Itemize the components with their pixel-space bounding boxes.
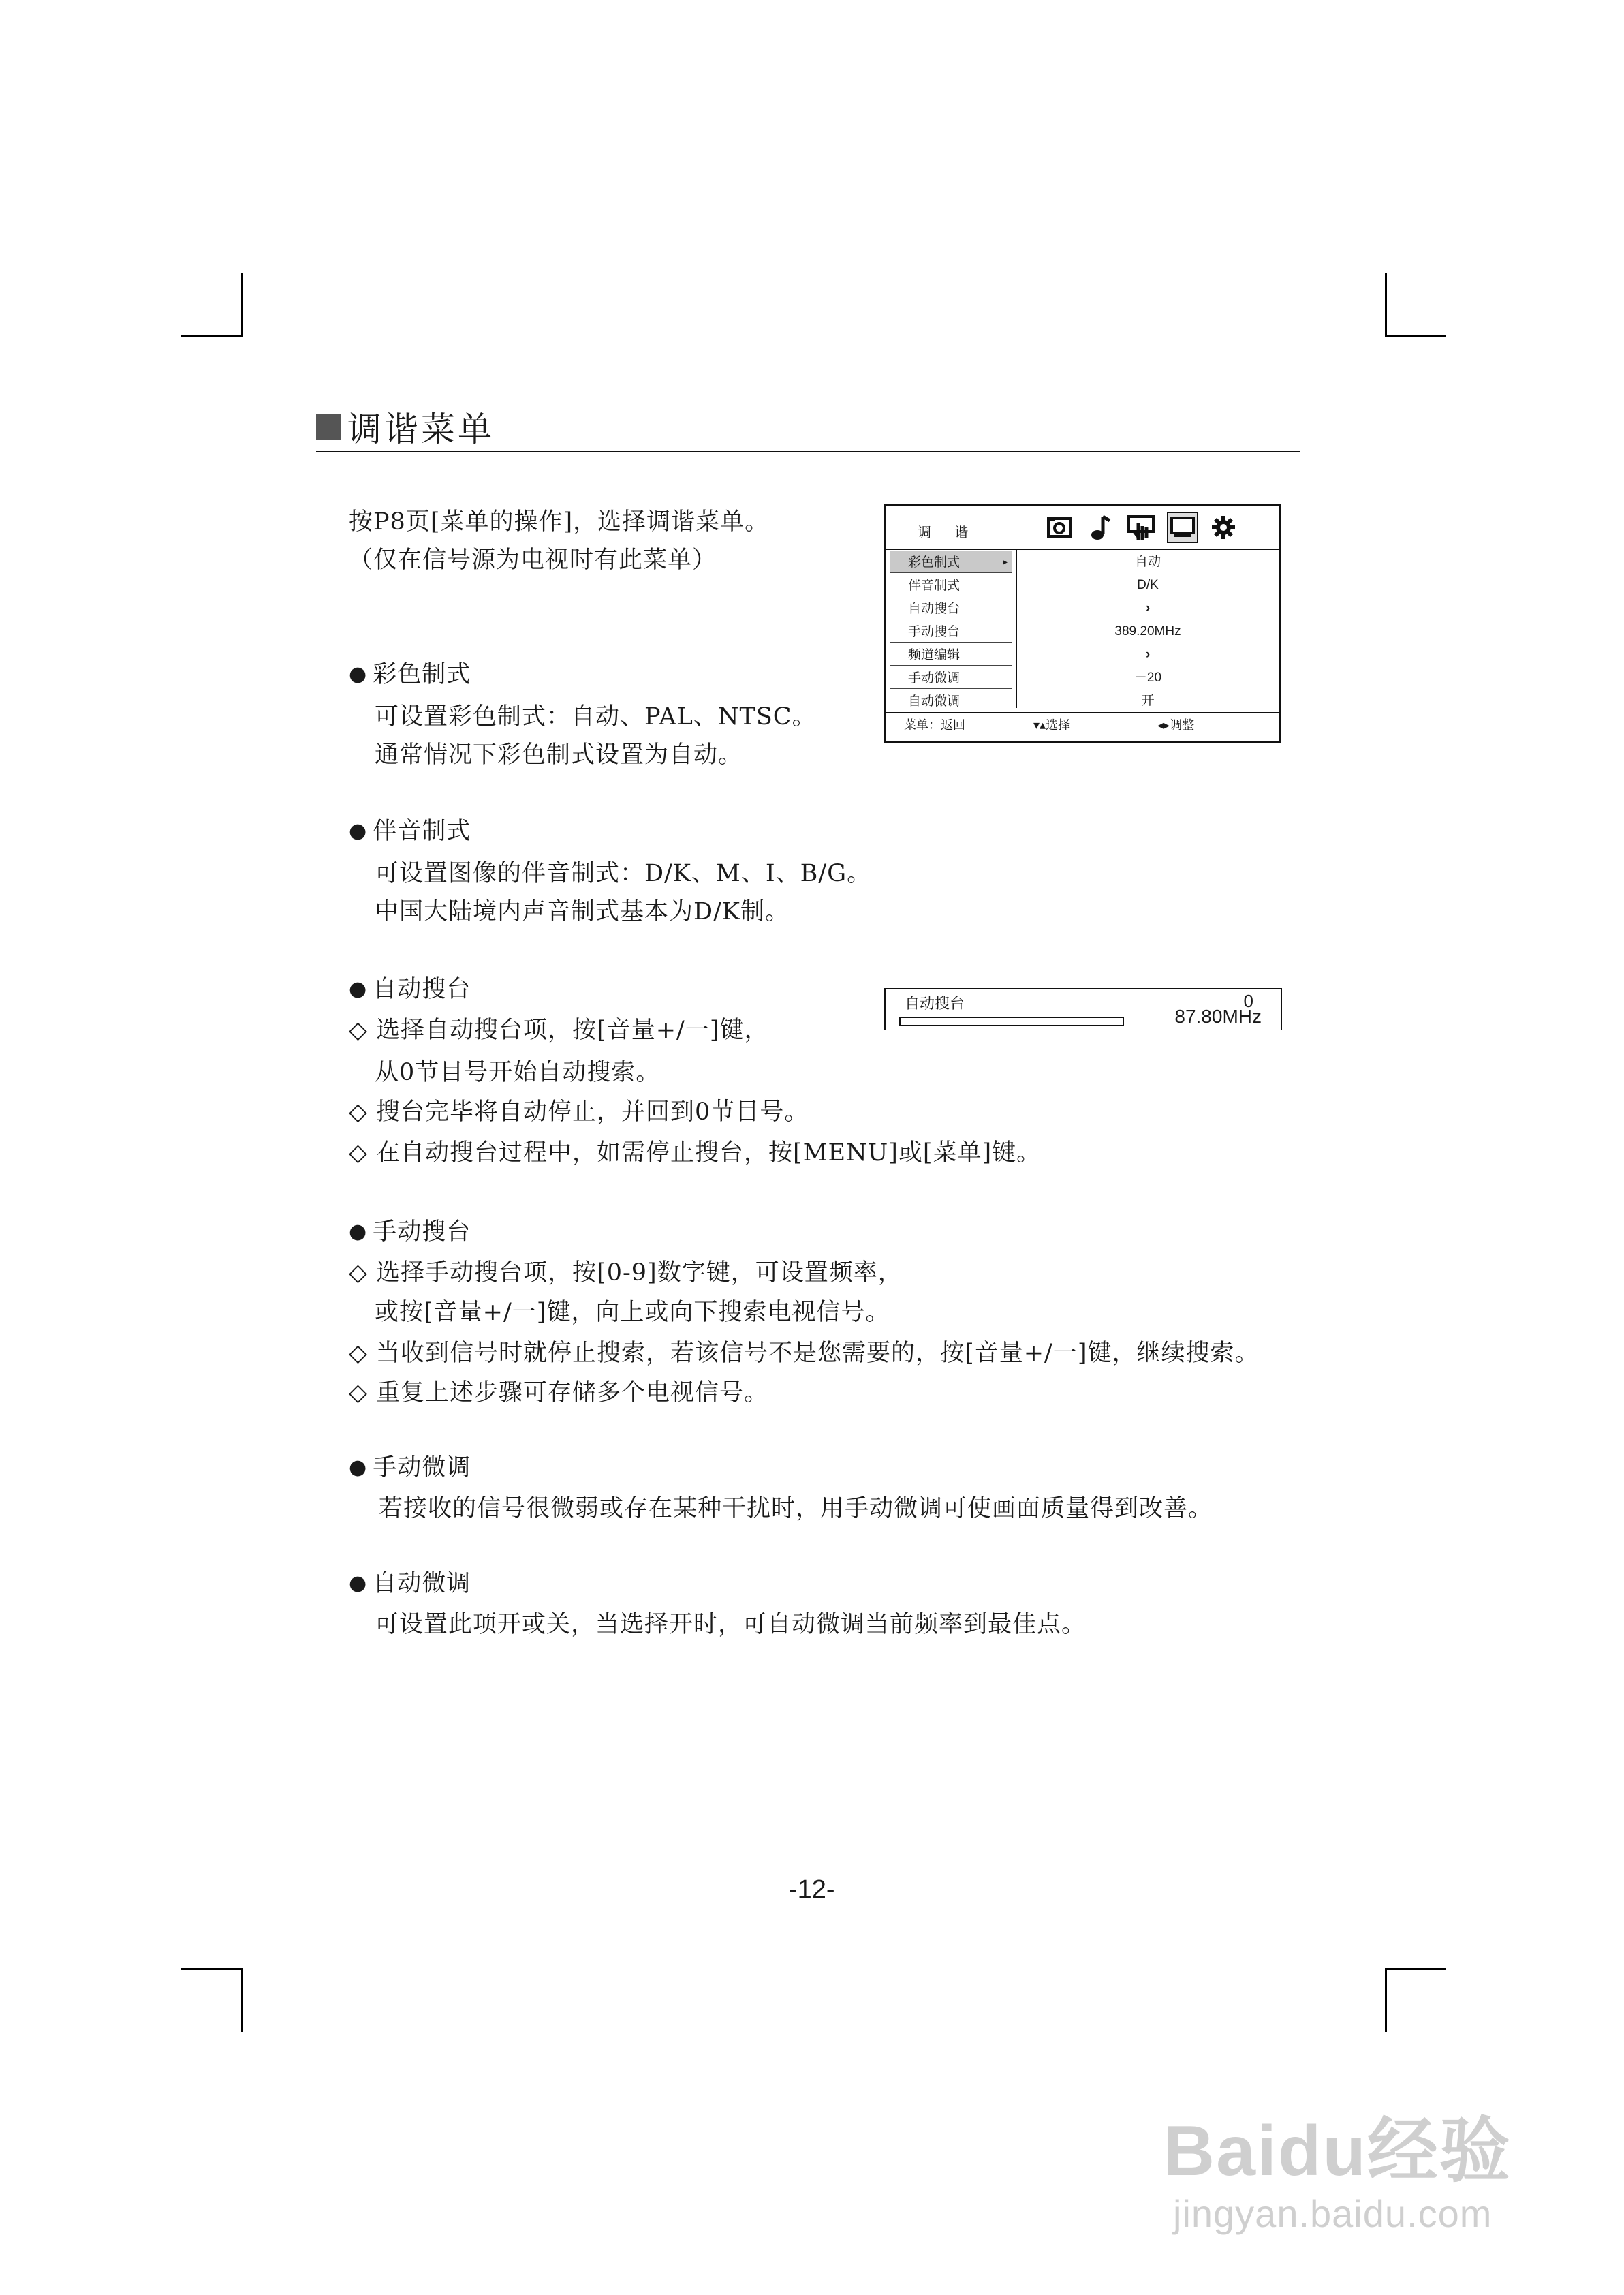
osd-value-auto-search: ›	[1145, 601, 1151, 615]
auto-search-osd	[884, 988, 1282, 1030]
manual-search-line-3: ◇ 当收到信号时就停止搜索，若该信号不是您需要的，按[音量+/一]键，继续搜索。	[349, 1340, 1260, 1367]
manual-search-line-2: 或按[音量+/一]键，向上或向下搜索电视信号。	[375, 1299, 890, 1326]
auto-fine-tune-line-1: 可设置此项开或关，当选择开时，可自动微调当前频率到最佳点。	[375, 1611, 1087, 1638]
manual-search-line-4: ◇ 重复上述步骤可存储多个电视信号。	[349, 1379, 769, 1406]
tv-icon	[1167, 512, 1198, 543]
section-title-auto-search: ● 自动搜台	[349, 970, 471, 1004]
section-title-fine-tune: ● 手动微调	[349, 1449, 471, 1483]
color-line-1: 可设置彩色制式：自动、PAL、NTSC。	[375, 703, 817, 730]
osd-value-manual-search: 389.20MHz	[1114, 624, 1181, 638]
fine-tune-line-1: 若接收的信号很微弱或存在某种干扰时，用手动微调可使画面质量得到改善。	[379, 1495, 1213, 1522]
osd-title-row	[886, 506, 1279, 549]
auto-search-line-2: 从0节目号开始自动搜索。	[375, 1059, 661, 1086]
page-number: -12-	[789, 1875, 835, 1904]
sound-line-2: 中国大陆境内声音制式基本为D/K制。	[375, 898, 790, 925]
auto-search-osd-frequency: 87.80MHz	[1174, 1006, 1262, 1027]
hand-icon	[1126, 512, 1157, 543]
color-line-2: 通常情况下彩色制式设置为自动。	[375, 741, 743, 769]
auto-search-progress-bar	[899, 1017, 1124, 1026]
osd-value-color-system: 自动	[1134, 555, 1161, 569]
music-note-icon	[1085, 512, 1116, 543]
osd-value-sound-system: D/K	[1137, 578, 1159, 592]
osd-icon-bar	[1044, 512, 1239, 543]
section-title-auto-fine-tune: ● 自动微调	[349, 1565, 471, 1599]
watermark-url: jingyan.baidu.com	[1173, 2192, 1493, 2235]
manual-search-line-1: ◇ 选择手动搜台项，按[0-9]数字键，可设置频率，	[349, 1259, 903, 1287]
picture-icon	[1044, 512, 1076, 543]
auto-search-osd-label: 自动搜台	[905, 996, 965, 1013]
auto-search-line-1: ◇ 选择自动搜台项，按[音量+/一]键，	[349, 1017, 769, 1044]
osd-row-auto-fine-tune: 自动微调	[908, 694, 961, 709]
auto-search-osd-channel: 0	[1243, 991, 1253, 1011]
osd-footer-back: 菜单：返回	[904, 718, 965, 733]
intro-line-1: 按P8页[菜单的操作]，选择调谐菜单。	[349, 508, 770, 536]
gear-icon	[1208, 512, 1239, 543]
osd-title: 调 谐	[918, 524, 978, 540]
tuning-osd-menu	[884, 504, 1281, 743]
osd-footer-adjust: ◂▸调整	[1157, 718, 1195, 733]
auto-search-line-4: ◇ 在自动搜台过程中，如需停止搜台，按[MENU]或[菜单]键。	[349, 1139, 1042, 1167]
arrow-right-icon: ▸	[1002, 557, 1008, 568]
baidu-watermark	[1164, 2093, 1512, 2236]
section-title-color: ● 彩色制式	[349, 656, 471, 690]
osd-footer-select: ▾▴选择	[1033, 718, 1071, 733]
osd-value-fine-tune: －20	[1134, 671, 1162, 685]
auto-search-line-3: ◇ 搜台完毕将自动停止，并回到0节目号。	[349, 1098, 809, 1126]
osd-row-auto-search: 自动搜台	[890, 598, 1012, 619]
page-title: 调谐菜单	[347, 410, 495, 449]
osd-top-divider	[886, 549, 1279, 550]
osd-footer	[886, 713, 1279, 738]
section-title-sound: ● 伴音制式	[349, 812, 471, 846]
osd-value-auto-fine-tune: 开	[1141, 694, 1155, 708]
osd-row-color-system: 彩色制式 ▸	[890, 551, 1012, 573]
watermark-brand: Baidu经验	[1164, 2112, 1512, 2191]
osd-row-fine-tune: 手动微调	[890, 667, 1012, 689]
osd-value-channel-edit: ›	[1145, 647, 1151, 662]
section-title-manual-search: ● 手动搜台	[349, 1213, 471, 1247]
sound-line-1: 可设置图像的伴音制式：D/K、M、I、B/G。	[375, 860, 872, 887]
intro-line-2: （仅在信号源为电视时有此菜单）	[349, 546, 717, 574]
osd-row-manual-search: 手动搜台	[890, 621, 1012, 643]
osd-row-channel-edit: 频道编辑	[890, 644, 1012, 666]
osd-row-sound-system: 伴音制式	[890, 574, 1012, 596]
